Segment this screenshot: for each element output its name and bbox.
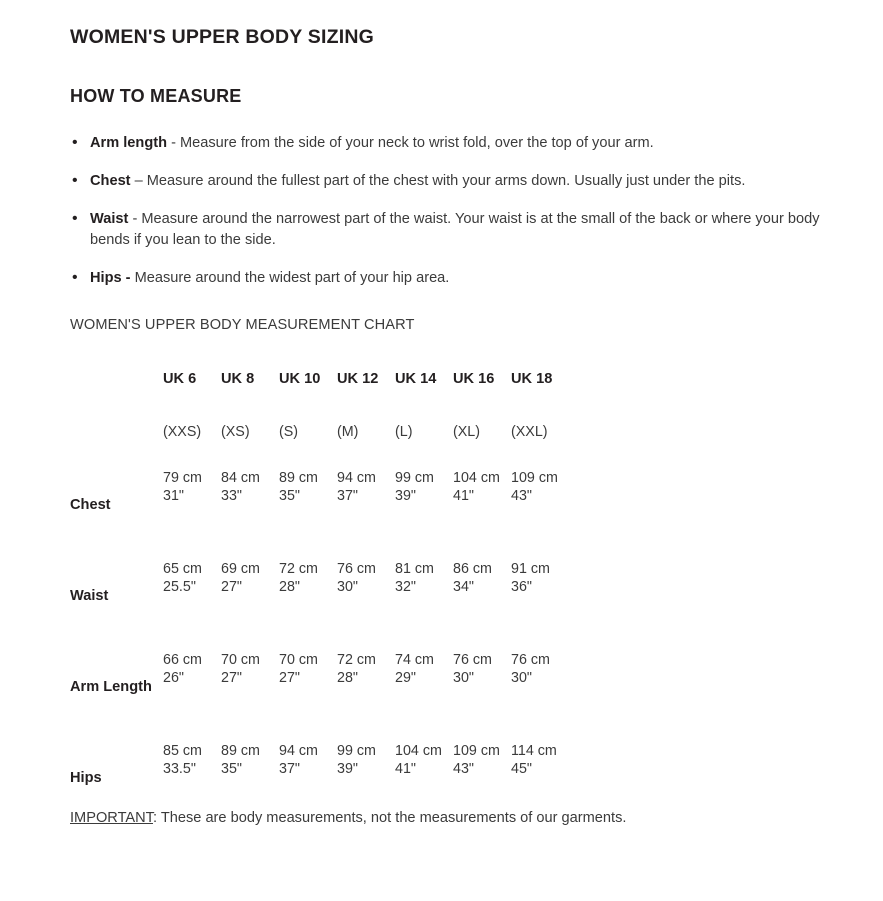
cell-inches: 35" <box>279 488 300 504</box>
list-item-term: Chest <box>90 173 131 189</box>
cell-cm: 66 cm <box>163 652 202 668</box>
page-title: WOMEN'S UPPER BODY SIZING <box>70 26 374 48</box>
cell-inches: 43" <box>511 488 532 504</box>
list-item-text: - Measure around the narrowest part of the waist. Your waist is at the small of the back or where your body bends if you lean to the side. <box>90 211 820 248</box>
cell-cm: 72 cm <box>279 561 318 577</box>
cell-inches: 27" <box>221 579 242 595</box>
column-header-uk: UK 6 <box>163 371 197 387</box>
how-to-measure-heading: HOW TO MEASURE <box>70 86 242 106</box>
spacer-cell <box>70 697 568 713</box>
cell-cm: 85 cm <box>163 743 202 759</box>
cell-inches: 41" <box>453 488 474 504</box>
table-row <box>70 531 568 577</box>
cell-inches: 35" <box>221 761 242 777</box>
cell-cm: 76 cm <box>511 652 550 668</box>
cell-inches: 39" <box>395 488 416 504</box>
cell-cm: 114 cm <box>511 743 557 759</box>
cell-inches: 30" <box>453 670 474 686</box>
column-header-alpha: (XXL) <box>511 424 548 440</box>
cell-inches: 36" <box>511 579 532 595</box>
cell-cm: 86 cm <box>453 561 492 577</box>
cell-cm: 109 cm <box>511 470 558 486</box>
cell-cm: 65 cm <box>163 561 202 577</box>
spacer-cell <box>70 515 568 531</box>
column-header-uk: UK 16 <box>453 371 495 387</box>
cell-cm: 89 cm <box>221 743 260 759</box>
cell-inches: 34" <box>453 579 474 595</box>
cell-inches: 39" <box>337 761 358 777</box>
cell-cm: 109 cm <box>453 743 500 759</box>
cell-cm: 70 cm <box>279 652 318 668</box>
cell-inches: 37" <box>279 761 300 777</box>
cell-cm: 69 cm <box>221 561 260 577</box>
cell-inches: 28" <box>337 670 358 686</box>
cell-inches: 43" <box>453 761 474 777</box>
column-header-uk: UK 12 <box>337 371 379 387</box>
column-header-uk: UK 14 <box>395 371 437 387</box>
cell-inches: 37" <box>337 488 358 504</box>
column-header-alpha: (S) <box>279 424 299 440</box>
measurement-chart-table <box>70 366 568 788</box>
spacer-cell <box>70 606 568 622</box>
cell-cm: 91 cm <box>511 561 550 577</box>
list-item <box>70 209 859 251</box>
cell-inches: 32" <box>395 579 416 595</box>
cell-cm: 74 cm <box>395 652 434 668</box>
list-item-text: – Measure around the fullest part of the chest with your arms down. Usually just under the pits. <box>130 173 746 189</box>
chart-caption: WOMEN'S UPPER BODY MEASUREMENT CHART <box>70 317 415 333</box>
cell-cm: 76 cm <box>337 561 376 577</box>
column-header-alpha: (M) <box>337 424 359 440</box>
list-item <box>70 171 859 192</box>
cell-inches: 33.5" <box>163 761 196 777</box>
table-row-spacer <box>70 697 568 713</box>
cell-cm: 99 cm <box>337 743 376 759</box>
cell-cm: 94 cm <box>337 470 376 486</box>
cell-cm: 94 cm <box>279 743 318 759</box>
footnote <box>70 810 859 826</box>
table-row <box>70 440 568 486</box>
cell-cm: 84 cm <box>221 470 260 486</box>
list-item-term: Waist <box>90 211 129 227</box>
column-header-alpha: (XS) <box>221 424 250 440</box>
table-header-row-uk <box>70 366 568 392</box>
cell-inches: 30" <box>337 579 358 595</box>
list-item-text: Measure around the widest part of your hip area. <box>130 270 450 286</box>
table-row-spacer <box>70 606 568 622</box>
column-header-uk: UK 18 <box>511 371 553 387</box>
table-corner-cell <box>70 366 162 392</box>
cell-cm: 79 cm <box>163 470 202 486</box>
cell-inches: 29" <box>395 670 416 686</box>
cell-inches: 45" <box>511 761 532 777</box>
cell-cm: 89 cm <box>279 470 318 486</box>
cell-cm: 70 cm <box>221 652 260 668</box>
cell-inches: 28" <box>279 579 300 595</box>
column-header-alpha: (XXS) <box>163 424 202 440</box>
cell-inches: 31" <box>163 488 184 504</box>
cell-inches: 30" <box>511 670 532 686</box>
list-item-term: Arm length <box>90 135 168 151</box>
table-corner-cell <box>70 392 162 440</box>
row-label-chest: Chest <box>70 497 111 513</box>
cell-inches: 27" <box>279 670 300 686</box>
cell-inches: 27" <box>221 670 242 686</box>
table-header-row-alpha <box>70 392 568 440</box>
cell-cm: 76 cm <box>453 652 492 668</box>
cell-inches: 25.5" <box>163 579 196 595</box>
table-row <box>70 713 568 759</box>
column-header-uk: UK 8 <box>221 371 255 387</box>
table-row <box>70 622 568 668</box>
row-label-arm-length: Arm Length <box>70 679 152 695</box>
footnote-text: : These are body measurements, not the measurements of our garments. <box>152 810 627 826</box>
table-row-spacer <box>70 515 568 531</box>
row-label-hips: Hips <box>70 770 102 786</box>
cell-inches: 26" <box>163 670 184 686</box>
cell-cm: 104 cm <box>395 743 442 759</box>
cell-cm: 81 cm <box>395 561 434 577</box>
footnote-important-label: IMPORTANT <box>70 810 153 826</box>
cell-inches: 41" <box>395 761 416 777</box>
list-item <box>70 268 859 289</box>
column-header-uk: UK 10 <box>279 371 321 387</box>
list-item <box>70 133 859 154</box>
cell-cm: 72 cm <box>337 652 376 668</box>
column-header-alpha: (L) <box>395 424 413 440</box>
row-label-waist: Waist <box>70 588 109 604</box>
list-item-term: Hips - <box>90 270 131 286</box>
column-header-alpha: (XL) <box>453 424 481 440</box>
list-item-text: - Measure from the side of your neck to wrist fold, over the top of your arm. <box>167 135 654 151</box>
how-to-measure-list <box>70 133 859 289</box>
cell-cm: 99 cm <box>395 470 434 486</box>
cell-cm: 104 cm <box>453 470 500 486</box>
cell-inches: 33" <box>221 488 242 504</box>
